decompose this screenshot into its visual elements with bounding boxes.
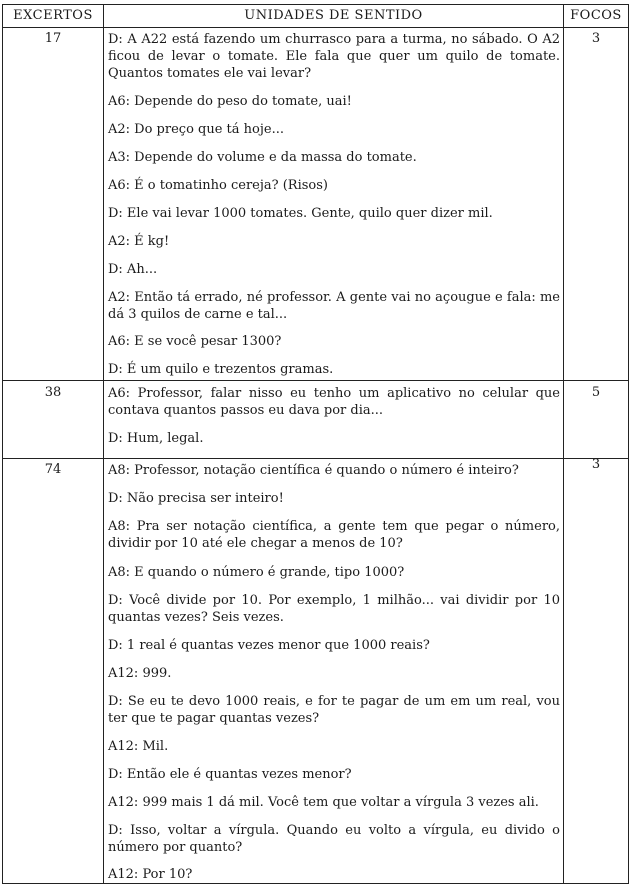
header-focos: FOCOS (570, 8, 622, 23)
focos-value: 3 (591, 31, 601, 46)
header-excertos: EXCERTOS (13, 8, 93, 23)
dialogue-line: D: Ele vai levar 1000 tomates. Gente, quilo quer dizer mil. (108, 206, 493, 221)
excerto-number: 17 (44, 31, 62, 46)
excerto-number: 38 (44, 385, 62, 400)
row-divider (3, 458, 628, 459)
dialogue-line: A12: Por 10? (108, 867, 193, 882)
header-unidades-de-sentido: UNIDADES DE SENTIDO (244, 8, 423, 23)
dialogue-line: D: A A22 está fazendo um churrasco para a turma, no sábado. O A2 ficou de levar o tomate. Ele fala que quer um quilo de tomate. Quantos tomates ele vai levar? (108, 32, 560, 81)
dialogue-line: D: É um quilo e trezentos gramas. (108, 362, 334, 377)
column-divider (103, 5, 104, 883)
dialogue-line: D: Hum, legal. (108, 431, 204, 446)
dialogue-line: D: Você divide por 10. Por exemplo, 1 milhão... vai dividir por 10 quantas vezes? Seis vezes. (108, 593, 560, 625)
row-divider (3, 380, 628, 381)
dialogue-line: D: Não precisa ser inteiro! (108, 491, 284, 506)
dialogue-line: D: Ah... (108, 262, 158, 277)
dialogue-line: A6: Professor, falar nisso eu tenho um aplicativo no celular que contava quantos passos eu dava por dia... (108, 386, 560, 418)
dialogue-line: A6: É o tomatinho cereja? (Risos) (108, 178, 328, 193)
dialogue-line: D: Então ele é quantas vezes menor? (108, 767, 352, 782)
dialogue-line: D: Isso, voltar a vírgula. Quando eu volto a vírgula, eu divido o número por quanto? (108, 823, 560, 855)
focos-value: 3 (591, 457, 601, 472)
dialogue-line: A8: Professor, notação científica é quando o número é inteiro? (108, 463, 519, 478)
excerpts-table (2, 4, 629, 884)
dialogue-line: A12: 999 mais 1 dá mil. Você tem que voltar a vírgula 3 vezes ali. (108, 795, 539, 810)
dialogue-line: A12: Mil. (108, 739, 169, 754)
focos-value: 5 (591, 385, 601, 400)
dialogue-line: A2: Então tá errado, né professor. A gente vai no açougue e fala: me dá 3 quilos de carne e tal... (108, 290, 560, 322)
column-divider (563, 5, 564, 883)
dialogue-line: A8: E quando o número é grande, tipo 1000? (108, 565, 405, 580)
dialogue-line: A12: 999. (108, 666, 172, 681)
dialogue-line: A3: Depende do volume e da massa do tomate. (108, 150, 417, 165)
header-divider (3, 27, 628, 28)
dialogue-line: A2: É kg! (108, 234, 170, 249)
dialogue-line: A6: E se você pesar 1300? (108, 334, 282, 349)
dialogue-line: A6: Depende do peso do tomate, uai! (108, 94, 352, 109)
dialogue-line: D: Se eu te devo 1000 reais, e for te pagar de um em um real, vou ter que te pagar quantas vezes? (108, 694, 560, 726)
excerto-number: 74 (44, 462, 62, 477)
dialogue-line: A8: Pra ser notação científica, a gente tem que pegar o número, dividir por 10 até ele chegar a menos de 10? (108, 519, 560, 551)
dialogue-line: A2: Do preço que tá hoje... (108, 122, 284, 137)
dialogue-line: D: 1 real é quantas vezes menor que 1000 reais? (108, 638, 430, 653)
